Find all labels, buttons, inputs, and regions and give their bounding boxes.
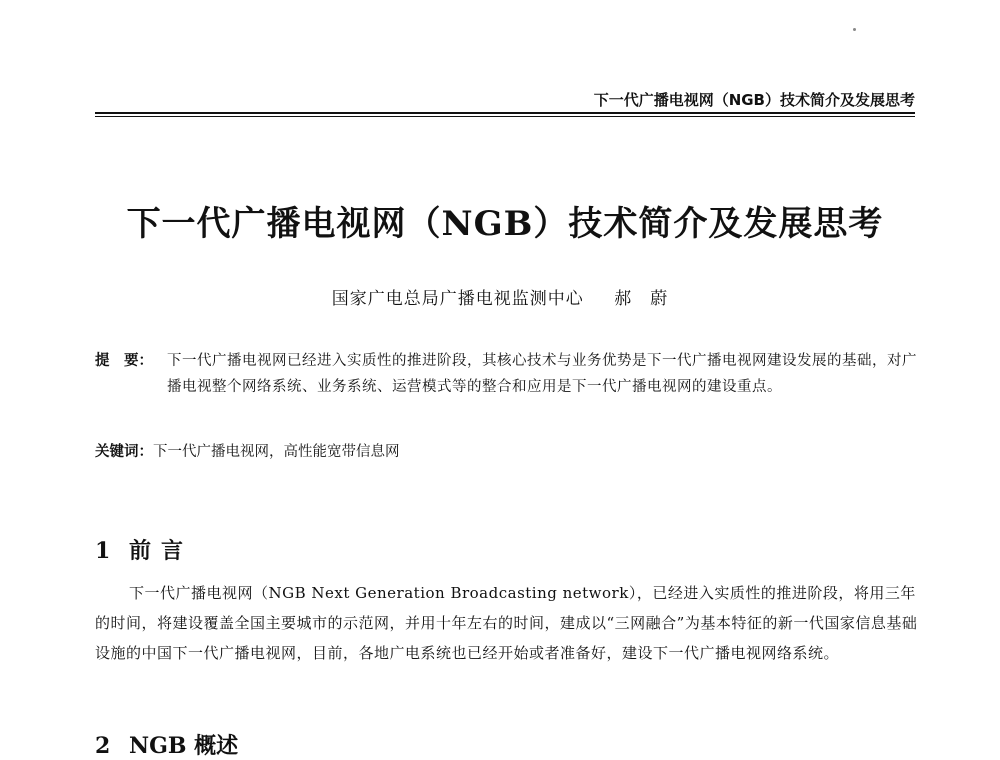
abstract-label: 提 要：	[95, 353, 153, 369]
section-title: 前言	[129, 538, 194, 564]
keywords-text: 下一代广播电视网，高性能宽带信息网	[153, 444, 400, 460]
article-title: 下一代广播电视网（NGB）技术简介及发展思考	[126, 204, 884, 244]
keywords	[95, 440, 925, 461]
keywords-label: 关键词：	[95, 444, 153, 460]
author-line	[0, 284, 1000, 309]
section-heading-2	[95, 729, 238, 760]
section-heading-1	[95, 534, 193, 565]
affiliation: 国家广电总局广播电视监测中心	[331, 289, 584, 309]
header-rule	[95, 112, 915, 114]
author-name: 郝 蔚	[614, 289, 669, 309]
section-1-paragraph: 下一代广播电视网（NGB Next Generation Broadcasting network），已经进入实质性的推进阶段，将用三年的时间，将建设覆盖全国主要城市的示范网，并用十年左右的时间，建成以“三网融合”为基本特征的新一代国家信息基础设施的中国下一代广播电视网，目前，各地广电系统也已经开始或者准备好，建设下一代广播电视网络系统。	[95, 584, 918, 662]
abstract	[95, 348, 925, 400]
section-number: 1	[95, 538, 121, 564]
section-number: 2	[95, 733, 111, 759]
section-title: NGB 概述	[129, 733, 239, 759]
header-rule-thin	[95, 116, 915, 117]
abstract-text: 下一代广播电视网已经进入实质性的推进阶段，其核心技术与业务优势是下一代广播电视网建设发展的基础，对广播电视整个网络系统、业务系统、运营模式等的整合和应用是下一代广播电视网的建设重点。	[167, 353, 917, 395]
running-header: 下一代广播电视网（NGB）技术简介及发展思考	[593, 91, 915, 109]
scan-speck	[853, 28, 856, 31]
